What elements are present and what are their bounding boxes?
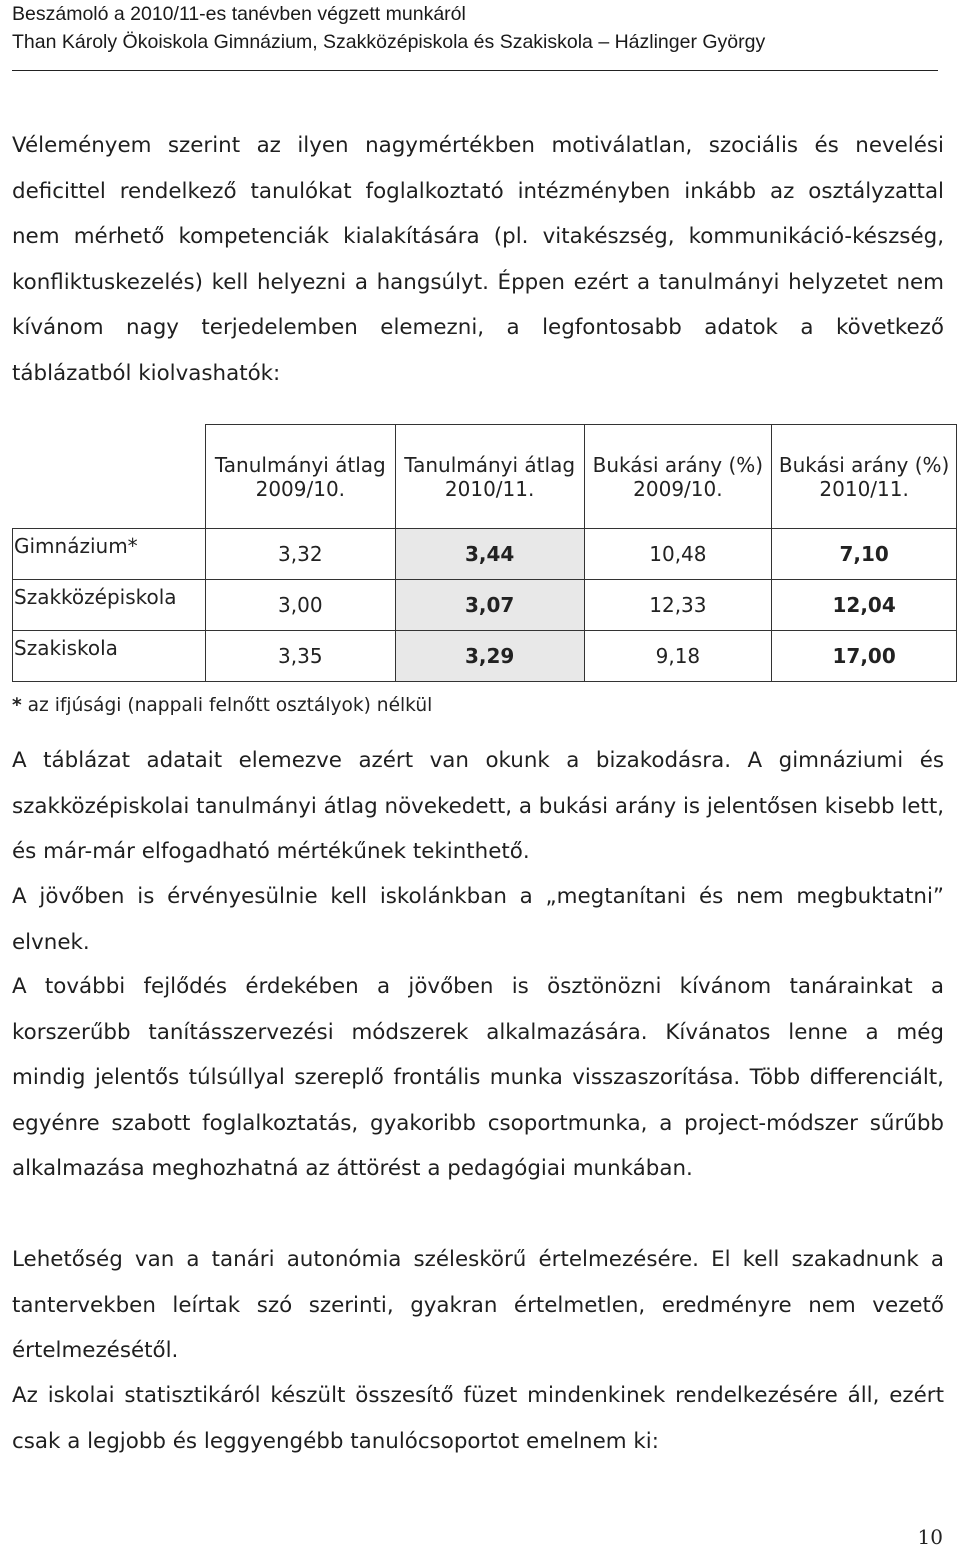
table-header-fail-2009: Bukási arány (%) 2009/10.: [584, 425, 772, 529]
cell-avg-2010: 3,29: [395, 631, 584, 682]
table-row: [13, 631, 957, 682]
table-header-avg-2009: Tanulmányi átlag 2009/10.: [205, 425, 395, 529]
cell-fail-2009: 12,33: [584, 580, 772, 631]
paragraph-principle: A jövőben is érvényesülnie kell iskolánkban a „megtanítani és nem megbuktatni” elvnek.: [12, 884, 944, 955]
paragraph-statistics: Az iskolai statisztikáról készült összesítő füzet mindenkinek rendelkezésére áll, ezért csak a legjobb és leggyengébb tanulócsoportot emelnem ki:: [12, 1383, 944, 1454]
table-header-fail-2010: Bukási arány (%) 2010/11.: [772, 425, 957, 529]
header-divider: [12, 70, 938, 71]
cell-fail-2009: 10,48: [584, 529, 772, 580]
row-label: Szakközépiskola: [13, 580, 206, 631]
table-header-empty: [13, 425, 206, 529]
cell-fail-2009: 9,18: [584, 631, 772, 682]
cell-avg-2009: 3,35: [205, 631, 395, 682]
header-title: Beszámoló a 2010/11-es tanévben végzett munkáról: [12, 3, 466, 25]
paragraph-development: A további fejlődés érdekében a jövőben is ösztönözni kívánom tanárainkat a korszerűbb tanításszervezési módszerek alkalmazására. Kívánatos lenne a még mindig jelentős túlsúllyal szereplő frontális munka visszaszorítása. Több differenciált, egyénre szabott foglalkoztatás, gyakoribb csoportmunka, a project-módszer sűrűbb alkalmazása meghozhatná az áttörést a pedagógiai munkában.: [12, 974, 944, 1182]
cell-avg-2010: 3,44: [395, 529, 584, 580]
cell-avg-2009: 3,00: [205, 580, 395, 631]
paragraph-analysis: A táblázat adatait elemezve azért van okunk a bizakodásra. A gimnáziumi és szakközépiskolai tanulmányi átlag növekedett, a bukási arány is jelentősen kisebb lett, és már-már elfogadható mértékűnek tekinthető.: [12, 748, 945, 865]
footnote-text: az ifjúsági (nappali felnőtt osztályok) nélkül: [21, 695, 433, 716]
table-footnote: [12, 692, 432, 720]
cell-avg-2009: 3,32: [205, 529, 395, 580]
table-header-row: [13, 425, 957, 529]
cell-fail-2010: 17,00: [772, 631, 957, 682]
row-label: Gimnázium*: [13, 529, 206, 580]
intro-paragraph: Véleményem szerint az ilyen nagymértékben motiválatlan, szociális és nevelési deficittel rendelkező tanulókat foglalkoztató intézményben inkább az osztályzattal nem mérhető kompetenciák kialakítására (pl. vitakészség, kommunikáció-készség, konfliktuskezelés) kell helyezni a hangsúlyt. Éppen ezért a tanulmányi helyzetet nem kívánom nagy terjedelemben elemezni, a legfontosabb adatok a következő táblázatból kiolvashatók:: [12, 133, 944, 386]
cell-fail-2010: 12,04: [772, 580, 957, 631]
header-subtitle: Than Károly Ökoiskola Gimnázium, Szakközépiskola és Szakiskola – Házlinger György: [12, 31, 766, 53]
page-header: [12, 0, 942, 56]
paragraph-autonomy: Lehetőség van a tanári autonómia széleskörű értelmezésére. El kell szakadnunk a tantervekben leírtak szó szerinti, gyakran értelmetlen, eredményre nem vezető értelmezésétől.: [12, 1247, 944, 1364]
page-number: 10: [917, 1525, 943, 1549]
cell-fail-2010: 7,10: [772, 529, 957, 580]
table-header-avg-2010: Tanulmányi átlag 2010/11.: [395, 425, 584, 529]
table-row: [13, 580, 957, 631]
cell-avg-2010: 3,07: [395, 580, 584, 631]
statistics-table: [12, 424, 957, 682]
footnote-star: *: [12, 695, 22, 716]
row-label: Szakiskola: [13, 631, 206, 682]
table-row: [13, 529, 957, 580]
